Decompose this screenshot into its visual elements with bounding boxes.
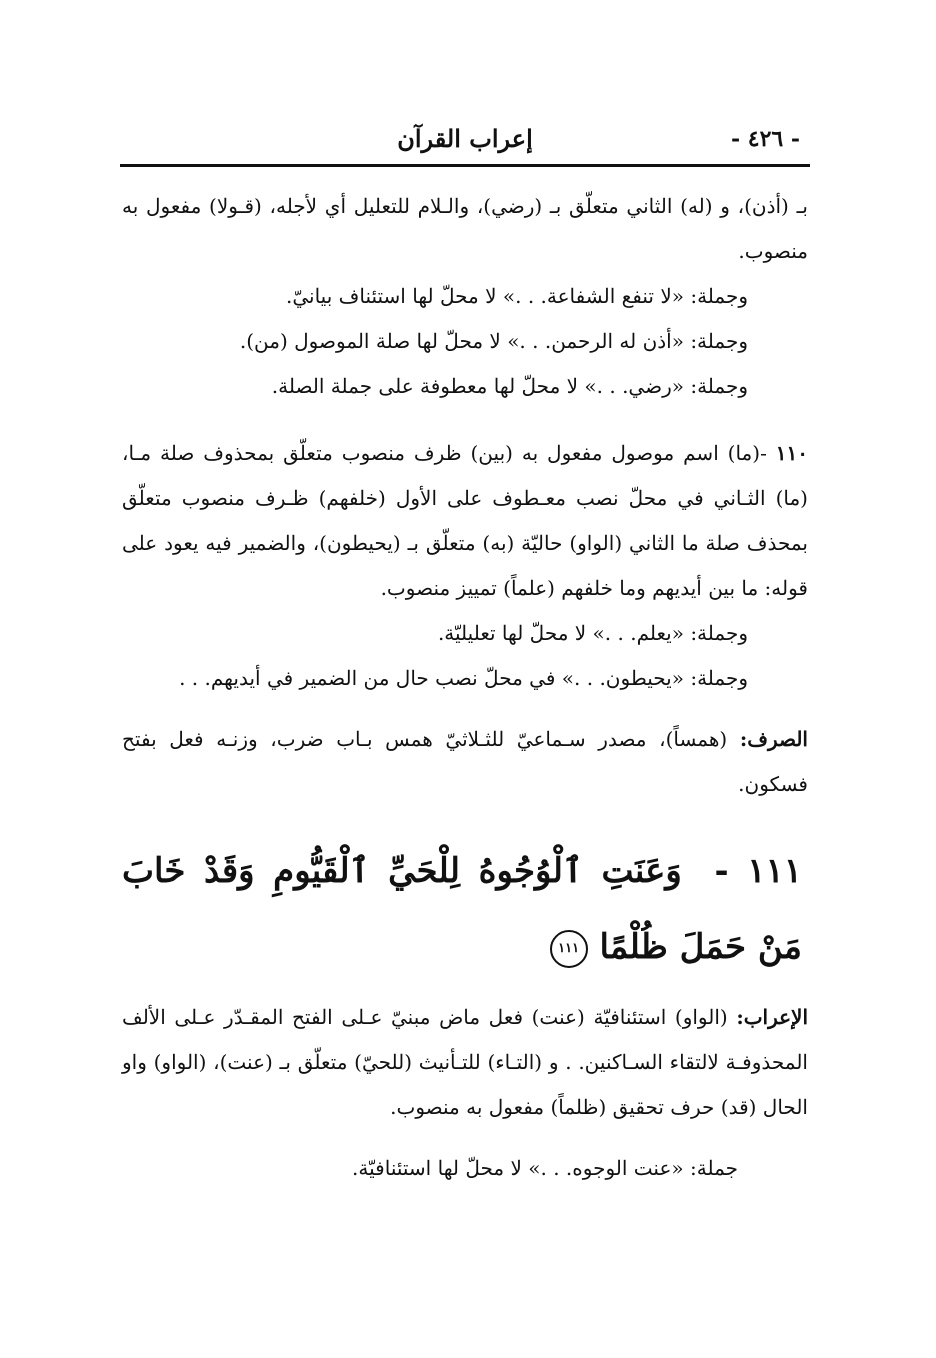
paragraph-number: ١١٠ bbox=[775, 441, 808, 465]
spacer bbox=[122, 1130, 808, 1146]
page-body bbox=[122, 184, 808, 1191]
sentence-line: وجملة: «رضي. . .» لا محلّ لها معطوفة على جملة الصلة. bbox=[271, 374, 748, 398]
header-divider bbox=[120, 164, 810, 167]
sentence-line: وجملة: «يعلم. . .» لا محلّ لها تعليليّة. bbox=[437, 621, 748, 645]
book-title: إعراب القرآن bbox=[397, 124, 533, 153]
quran-verse bbox=[122, 833, 808, 985]
sentence-line: وجملة: «لا تنفع الشفاعة. . .» لا محلّ لها استئناف بيانيّ. bbox=[285, 284, 748, 308]
sentence-line: وجملة: «يحيطون. . .» في محلّ نصب حال من الضمير في أيديهم. . . bbox=[179, 666, 748, 690]
page-header bbox=[122, 118, 808, 158]
irab-text: (الواو) استئنافيّة (عنت) فعل ماض مبنيّ عـلى الفتح المقـدّر عـلى الألف المحذوفـة لالتقاء السـاكنين. . و (التـاء) للتـأنيث (للحيّ) متعلّق بـ (عنت)، (الواو) واو الحال (قد) حرف تحقيق (ظلماً) مفعول به منصوب. bbox=[122, 1005, 808, 1119]
irab-paragraph bbox=[122, 995, 808, 1130]
page-number: - ٤٢٦ - bbox=[730, 126, 800, 152]
sarf-paragraph bbox=[122, 717, 808, 807]
paragraph-text: -(ما) اسم موصول مفعول به (بين) ظرف منصوب متعلّق بمحذوف صلة مـا، (ما) الثـاني في محلّ نصب معـطوف على الأول (خلفهم) ظـرف منصوب متعلّق بمحذف صلة ما الثاني (الواو) حاليّة (به) متعلّق بـ (يحيطون)، والضمير فيه يعود على قوله: ما بين أيديهم وما خلفهم (علماً) تمييز منصوب. bbox=[122, 441, 808, 600]
sentence-line: جملة: «عنت الوجوه. . .» لا محلّ لها استئنافيّة. bbox=[352, 1156, 738, 1180]
verse-number: ١١١ - bbox=[714, 851, 802, 891]
paragraph-110 bbox=[122, 431, 808, 611]
spacer bbox=[122, 409, 808, 431]
irab-label: الإعراب: bbox=[736, 1005, 809, 1029]
verse-text: وَعَنَتِ ٱلْوُجُوهُ لِلْحَيِّ ٱلْقَيُّومِ وَقَدْ خَابَ مَنْ حَمَلَ ظُلْمًا bbox=[122, 851, 802, 967]
spacer bbox=[122, 701, 808, 717]
sarf-label: الصرف: bbox=[739, 727, 808, 751]
paragraph-continuation: بـ (أذن)، و (له) الثاني متعلّق بـ (رضي)، والـلام للتعليل أي لأجله، (قـولا) مفعول به منصوب. bbox=[122, 194, 808, 263]
sentence-line: وجملة: «أذن له الرحمن. . .» لا محلّ لها صلة الموصول (من). bbox=[239, 329, 748, 353]
ayah-marker-icon: ١١١ bbox=[550, 930, 588, 968]
sarf-text: (همساً)، مصدر سـماعيّ للثـلاثيّ همس بـاب ضرب، وزنـه فعل بفتح فسكون. bbox=[122, 727, 808, 796]
